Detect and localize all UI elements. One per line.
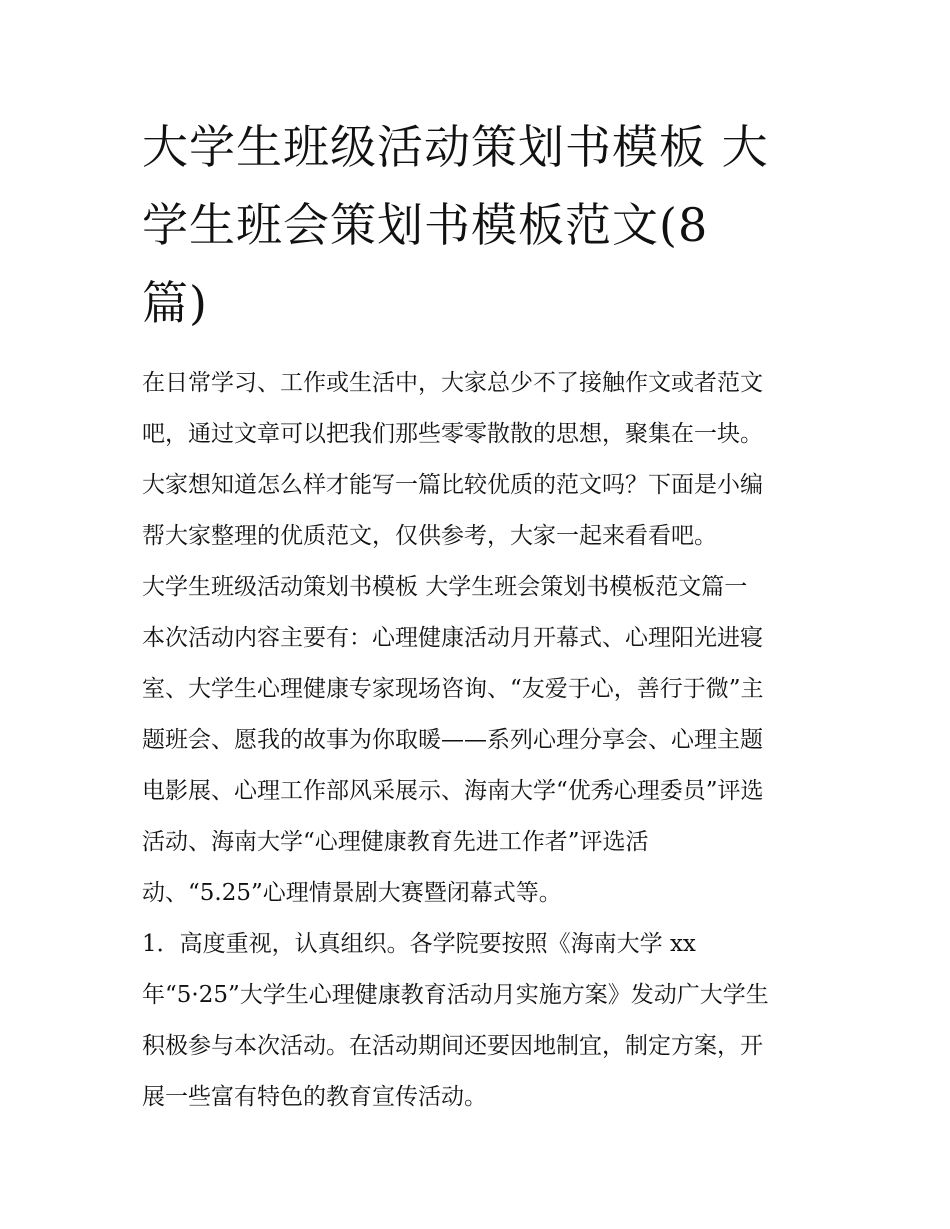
document-title	[142, 108, 814, 342]
text-line: 吧，通过文章可以把我们那些零零散散的思想，聚集在一块。	[142, 421, 763, 447]
document-body	[142, 108, 814, 1123]
text-line: 题班会、愿我的故事为你取暖——系列心理分享会、心理主题	[142, 727, 763, 753]
text-line: 积极参与本次活动。在活动期间还要因地制宜，制定方案，开	[142, 1033, 763, 1059]
text-line: 年“5·25”大学生心理健康教育活动月实施方案》发动广大学生	[142, 982, 769, 1008]
title-line: 大学生班级活动策划书模板 大	[142, 120, 769, 174]
title-line: 学生班会策划书模板范文(8	[142, 198, 709, 252]
text-line: 大学生班级活动策划书模板 大学生班会策划书模板范文篇一	[142, 574, 748, 600]
text-line: 电影展、心理工作部风采展示、海南大学“优秀心理委员”评选	[142, 778, 764, 804]
text-line: 动、“5.25”心理情景剧大赛暨闭幕式等。	[142, 880, 562, 906]
text-line: 展一些富有特色的教育宣传活动。	[142, 1084, 487, 1110]
text-line: 活动、海南大学“心理健康教育先进工作者”评选活	[142, 829, 649, 855]
text-line: 在日常学习、工作或生活中，大家总少不了接触作文或者范文	[142, 370, 763, 396]
activity-paragraph	[142, 613, 814, 919]
intro-paragraph	[142, 358, 814, 562]
text-line: 大家想知道怎么样才能写一篇比较优质的范文吗？下面是小编	[142, 472, 763, 498]
title-line: 篇)	[142, 276, 208, 330]
numbered-item-1	[142, 919, 814, 1123]
text-line: 1．高度重视，认真组织。各学院要按照《海南大学 xx	[142, 931, 696, 957]
text-line: 帮大家整理的优质范文，仅供参考，大家一起来看看吧。	[142, 523, 717, 549]
text-line: 本次活动内容主要有：心理健康活动月开幕式、心理阳光进寝	[142, 625, 763, 651]
section-heading	[142, 562, 814, 613]
text-line: 室、大学生心理健康专家现场咨询、“友爱于心，善行于微”主	[142, 676, 764, 702]
